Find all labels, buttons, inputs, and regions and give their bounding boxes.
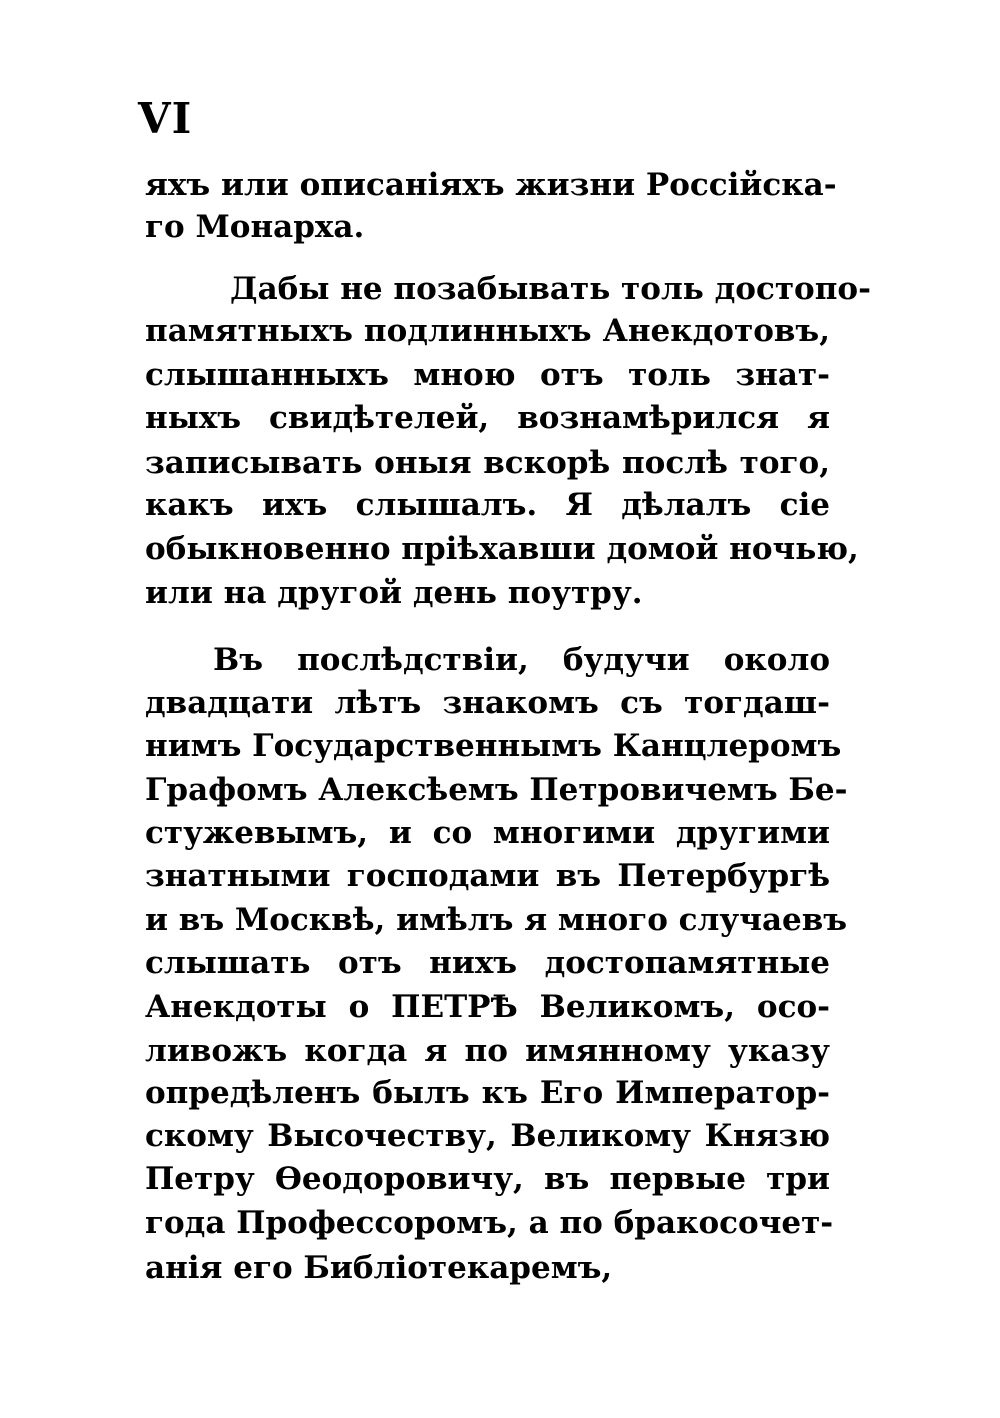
text-line: нимъ Государственнымъ Канцлеромъ bbox=[145, 728, 842, 764]
text-line: записывать оныя вскорѣ послѣ того, bbox=[145, 445, 830, 481]
text-line: Графомъ Алексѣемъ Петровичемъ Бе- bbox=[145, 772, 848, 808]
text-line: Петру Өеодоровичу, въ первые три bbox=[145, 1161, 830, 1197]
page-number: VI bbox=[138, 94, 193, 143]
text-line: скому Высочеству, Великому Князю bbox=[145, 1118, 830, 1154]
text-line: года Профессоромъ, а по бракосочет- bbox=[145, 1205, 834, 1241]
text-line: слышать отъ нихъ достопамятные bbox=[145, 945, 830, 981]
text-line: слышанныхъ мною отъ толь знат- bbox=[145, 357, 830, 393]
text-line: памятныхъ подлинныхъ Анекдотовъ, bbox=[145, 313, 830, 349]
text-line: какъ ихъ слышалъ. Я дѣлалъ сiе bbox=[145, 487, 830, 523]
text-line: обыкновенно прiѣхавши домой ночью, bbox=[145, 531, 859, 567]
text-line: ливожъ когда я по имянному указу bbox=[145, 1033, 830, 1069]
text-line: яхъ или описанiяхъ жизни Россiйска- bbox=[145, 167, 837, 203]
text-line: или на другой день поутру. bbox=[145, 575, 643, 611]
text-line: ныхъ свидѣтелей, вознамѣрился я bbox=[145, 400, 830, 436]
text-line: Анекдоты о ПЕТРѢ Великомъ, осо- bbox=[145, 989, 830, 1025]
text-line: Въ послѣдствiи, будучи около bbox=[213, 642, 830, 678]
text-line: опредѣленъ былъ къ Его Император- bbox=[145, 1075, 830, 1111]
text-line: го Монарха. bbox=[145, 209, 365, 245]
text-line: и въ Москвѣ, имѣлъ я много случаевъ bbox=[145, 902, 848, 938]
text-line: анiя его Библiотекаремъ, bbox=[145, 1250, 613, 1286]
text-line: двадцати лѣтъ знакомъ съ тогдаш- bbox=[145, 685, 830, 721]
text-line: знатными господами въ Петербургѣ bbox=[145, 858, 830, 894]
text-line: стужевымъ, и со многими другими bbox=[145, 815, 830, 851]
text-line: Дабы не позабывать толь достопо- bbox=[230, 271, 871, 307]
